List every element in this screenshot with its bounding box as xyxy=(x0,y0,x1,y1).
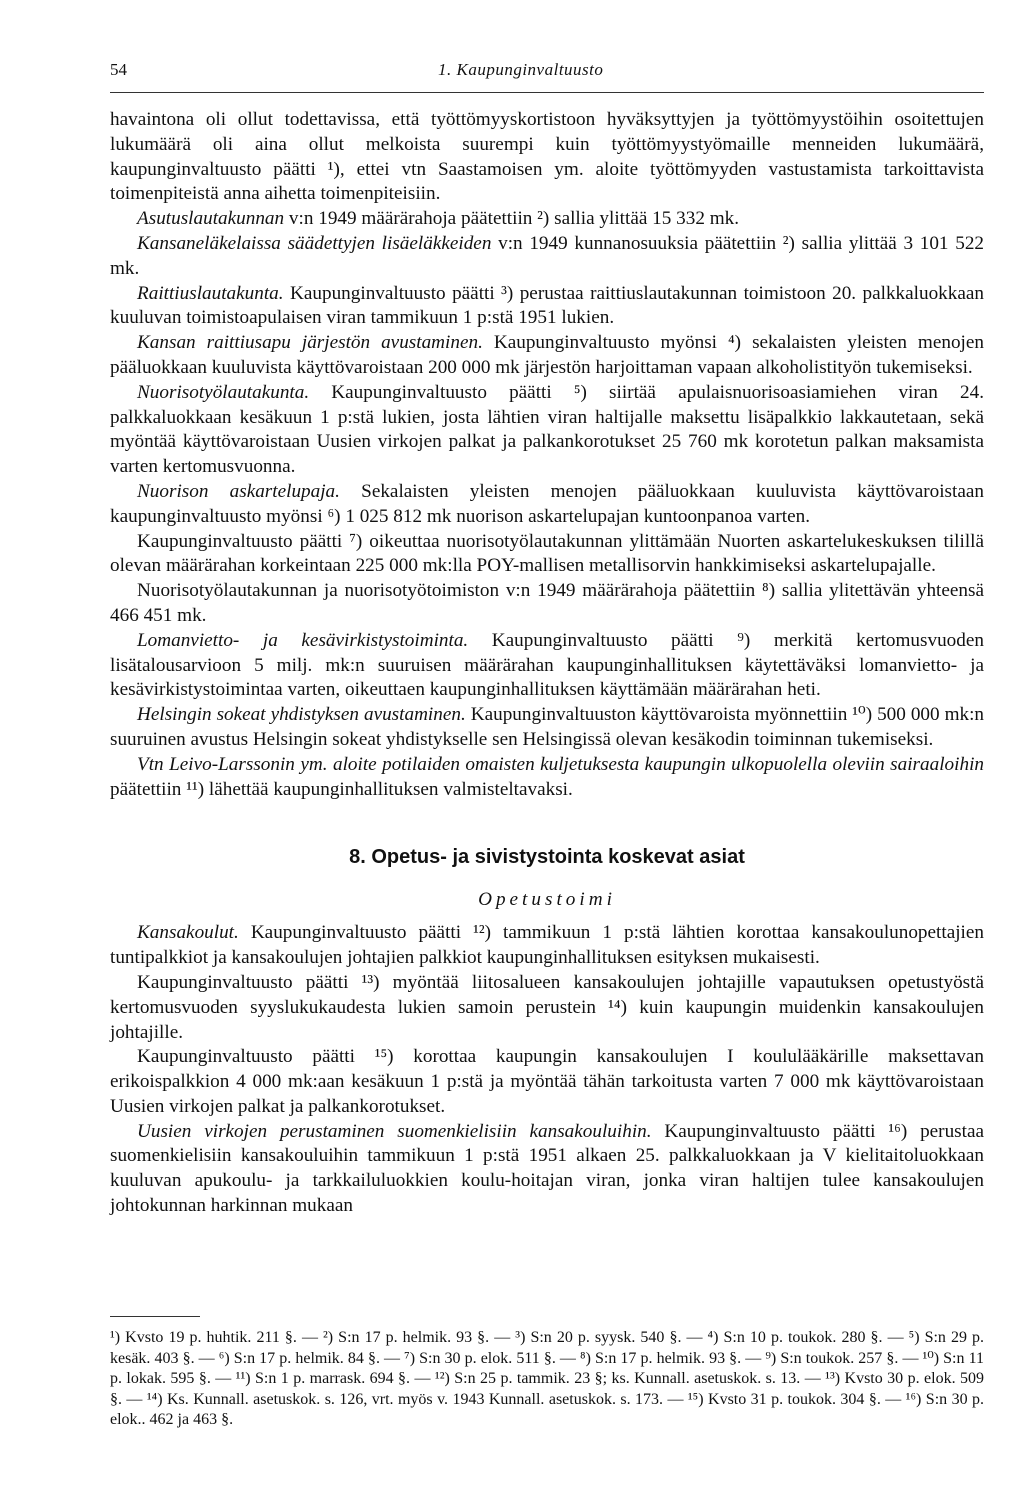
paragraph: Uusien virkojen perustaminen suomenkielisiin kansakouluihin. Kaupunginvaltuusto päätti ¹⁶) perustaa suomenkielisiin kansakouluihin tammikuun 1 p:stä 1951 alkaen 25. palkkaluokkaan ja V kielitaitoluokkaan kuuluvan apukoulu- ja tarkkailuluokkien koulu-hoitajan viran, jonka viran haltijen tulee kansakoulujen johtokunnan harkinnan mukaan xyxy=(110,1120,984,1217)
paragraph: Nuorison askartelupaja. Sekalaisten yleisten menojen pääluokkaan kuuluvista käyttövaroistaan kaupunginvaltuusto myönsi ⁶) 1 025 812 mk nuorison askartelupajan kuntoonpanoa varten. xyxy=(110,480,984,527)
paragraph: Raittiuslautakunta. Kaupunginvaltuusto päätti ³) perustaa raittiuslautakunnan toimistoon 20. palkkaluokkaan kuuluvan toimistoapulaisen viran tammikuun 1 p:stä 1951 lukien. xyxy=(110,282,984,329)
footnote-text: ¹) Kvsto 19 p. huhtik. 211 §. — ²) S:n 17 p. helmik. 93 §. — ³) S:n 20 p. syysk. 540 §. — ⁴) S:n 10 p. toukok. 280 §. — ⁵) S:n 29 p. kesäk. 403 §. — ⁶) S:n 17 p. helmik. 84 §. — ⁷) S:n 30 p. elok. 511 §. — ⁸) S:n 17 p. helmik. 93 §. — ⁹) S:n toukok. 257 §. — ¹⁰) S:n 11 p. lokak. 595 §. — ¹¹) S:n 1 p. marrask. 694 §. — ¹²) S:n 25 p. tammik. 23 §; ks. Kunnall. asetuskok. s. 13. — ¹³) Kvsto 30 p. elok. 509 §. — ¹⁴) Ks. Kunnall. asetuskok. s. 126, vrt. myös v. 1943 Kunnall. asetuskok. s. 173. — ¹⁵) Kvsto 31 p. toukok. 304 §. — ¹⁶) S:n 30 p. elok.. 462 ja 463 §. xyxy=(110,1329,984,1428)
paragraph-title: Nuorisotyölautakunta. xyxy=(137,381,310,403)
running-title: 1. Kaupunginvaltuusto xyxy=(438,60,604,79)
paragraph: Asutuslautakunnan v:n 1949 määrärahoja päätettiin ²) sallia ylittää 15 332 mk. xyxy=(137,208,740,230)
paragraph-title: Nuorison askartelupaja. xyxy=(137,480,340,502)
paragraph-title: Kansakoulut. xyxy=(137,922,239,944)
paragraph: Kansaneläkelaissa säädettyjen lisäeläkkeiden v:n 1949 kunnanosuuksia päätettiin ²) sallia ylittää 3 101 522 mk. xyxy=(110,232,985,279)
paragraph-title: Uusien virkojen perustaminen suomenkielisiin kansakouluihin. xyxy=(137,1120,652,1142)
paragraph: Vtn Leivo-Larssonin ym. aloite potilaiden omaisten kuljetuksesta kaupungin ulkopuolella oleviin sairaaloihin päätettiin ¹¹) lähettää kaupunginhallituksen valmisteltavaksi. xyxy=(110,753,984,800)
footnote-rule xyxy=(110,1316,200,1317)
paragraph: Helsingin sokeat yhdistyksen avustaminen. Kaupunginvaltuuston käyttövaroista myönnettiin ¹⁰) 500 000 mk:n suuruinen avustus Helsingin sokeat yhdistykselle sen Helsingissä olevan kesäkodin toiminnan tukemiseksi. xyxy=(110,704,985,750)
paragraph: Kaupunginvaltuusto päätti ¹³) myöntää liitosalueen kansakoulujen johtajille vapautuksen opetustyöstä kertomusvuoden syyslukukaudesta lukien samoin perustein ¹⁴) kuin kaupungin muidenkin kansakoulujen johtajille. xyxy=(110,971,984,1043)
paragraph-title: Helsingin sokeat yhdistyksen avustaminen. xyxy=(137,704,466,726)
paragraph-title: Vtn Leivo-Larssonin ym. aloite potilaiden omaisten kuljetuksesta kaupungin ulkopuolella oleviin sairaaloihin xyxy=(137,753,984,775)
paragraph: Nuorisotyölautakunta. Kaupunginvaltuusto päätti ⁵) siirtää apulaisnuorisoasiamiehen viran 24. palkkaluokkaan kesäkuun 1 p:stä lukien, josta lähtien viran haltijalle maksettu lisäpalkkio lakkautetaan, sekä myöntää käyttövaroistaan Uusien virkojen palkat ja palkankorotukset 25 760 mk korotetun palkan maksamista varten kertomusvuonna. xyxy=(110,381,984,478)
paragraph: havaintona oli ollut todettavissa, että työttömyyskortistoon hyväksyttyjen ja työttömyystöihin osoitettujen lukumäärä oli aina ollut melkoista suurempi kuin työttömyystyömaille menneiden lukumäärä, kaupunginvaltuusto päätti ¹), ettei vtn Saastamoisen ym. aloite työttömyyden vastustamista tarkoittavista toimenpiteistä anna aihetta toimenpiteisiin. xyxy=(110,109,984,205)
paragraph-title: Lomanvietto- ja kesävirkistystoiminta. xyxy=(137,629,469,651)
running-header xyxy=(110,60,984,90)
paragraph: Kaupunginvaltuusto päätti ⁷) oikeuttaa nuorisotyölautakunnan ylittämään Nuorten askartelukeskuksen tilillä olevan määrärahan korkeintaan 225 000 mk:lla POY-mallisen metallisorvin hankkimiseksi askartelupajalle. xyxy=(110,530,984,577)
paragraph: Kansan raittiusapu järjestön avustaminen. Kaupunginvaltuusto myönsi ⁴) sekalaisten yleisten menojen pääluokkaan kuuluvista käyttövaroistaan 200 000 mk järjestön harjoittaman vapaan alkoholistityön tukemiseksi. xyxy=(110,332,984,378)
paragraph-title: Kansaneläkelaissa säädettyjen lisäeläkkeiden xyxy=(137,232,492,254)
page-number: 54 xyxy=(110,60,127,79)
paragraph-title: Raittiuslautakunta. xyxy=(137,282,284,304)
paragraph: Nuorisotyölautakunnan ja nuorisotyötoimiston v:n 1949 määrärahoja päätettiin ⁸) sallia ylitettävän yhteensä 466 451 mk. xyxy=(110,580,984,626)
subsection-heading: Opetustoimi xyxy=(478,889,616,911)
paragraph-title: Kansan raittiusapu järjestön avustaminen. xyxy=(137,332,483,354)
paragraph: Kaupunginvaltuusto päätti ¹⁵) korottaa kaupungin kansakoulujen I koululääkärille maksettavan erikoispalkkion 4 000 mk:aan kesäkuun 1 p:stä ja myöntää tähän tarkoitusta varten 7 000 mk käyttövaroistaan Uusien virkojen palkat ja palkankorotukset. xyxy=(110,1046,984,1117)
paragraph: Lomanvietto- ja kesävirkistystoiminta. Kaupunginvaltuusto päätti ⁹) merkitä kertomusvuoden lisätalousarvioon 5 milj. mk:n suuruisen määrärahan kaupunginhallituksen käytettäväksi lomanvietto- ja kesävirkistystoimintaa varten, oikeuttaen kaupunginhallituksen käyttämään määrärahan heti. xyxy=(110,629,984,701)
paragraph-title: Asutuslautakunnan xyxy=(137,208,285,230)
footnotes xyxy=(110,1328,984,1431)
body-text xyxy=(110,108,984,1219)
header-rule xyxy=(110,92,984,93)
section-heading: 8. Opetus- ja sivistystointa koskevat asiat xyxy=(349,846,745,869)
paragraph: Kansakoulut. Kaupunginvaltuusto päätti ¹²) tammikuun 1 p:stä lähtien korottaa kansakoulunopettajien tuntipalkkiot ja kansakoulujen johtajien palkkiot kaupunginhallituksen esityksen mukaisesti. xyxy=(110,922,984,969)
